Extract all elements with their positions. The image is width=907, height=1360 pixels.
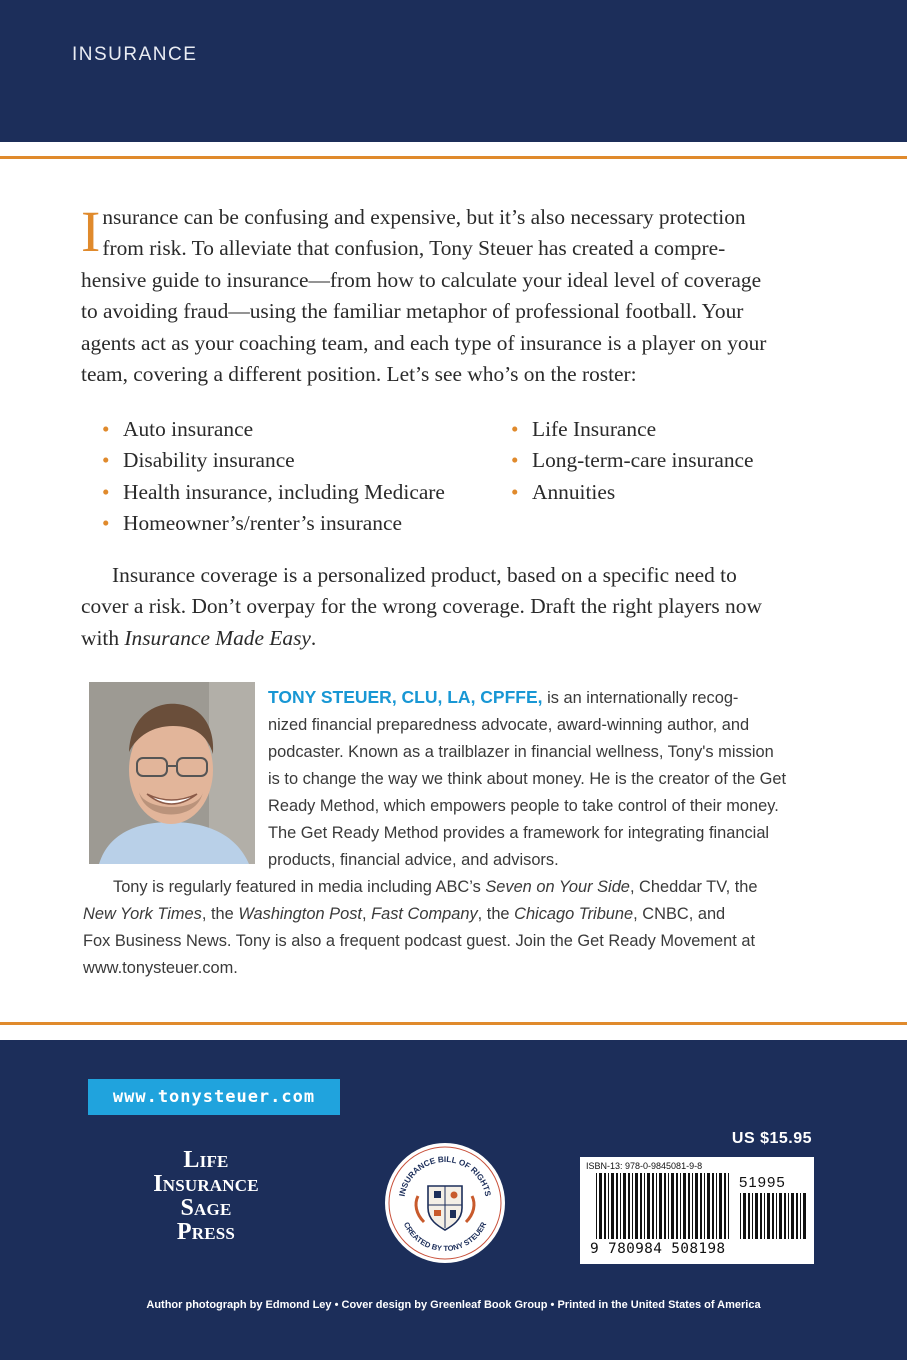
description-line: nsurance can be confusing and expensive, but it’s also necessary protection bbox=[102, 205, 746, 229]
closing-paragraph bbox=[81, 560, 813, 654]
publisher-logo bbox=[118, 1148, 294, 1244]
list-item: • Homeowner’s/renter’s insurance bbox=[94, 508, 445, 539]
publisher-word: Sage bbox=[180, 1195, 232, 1221]
media-text: Tony is regularly featured in media including ABC’s bbox=[113, 878, 486, 896]
seal-bottom-text: CREATED BY TONY STEUER bbox=[401, 1220, 489, 1254]
author-media bbox=[83, 874, 815, 982]
price-barcode-bars bbox=[740, 1193, 806, 1239]
closing-text: . bbox=[310, 625, 317, 650]
list-item: • Auto insurance bbox=[94, 414, 445, 445]
media-outlet: Chicago Tribune bbox=[514, 905, 634, 923]
publisher-word: Life bbox=[183, 1147, 229, 1173]
media-outlet: New York Times bbox=[83, 905, 202, 923]
author-website-link[interactable]: www.tonysteuer.com. bbox=[83, 959, 238, 977]
insurance-bill-of-rights-seal bbox=[384, 1142, 506, 1264]
media-outlet: Fast Company bbox=[371, 905, 478, 923]
list-item: • Health insurance, including Medicare bbox=[94, 477, 445, 508]
list-item: • Annuities bbox=[503, 477, 754, 508]
list-item: • Long-term-care insurance bbox=[503, 445, 754, 476]
media-line bbox=[83, 874, 815, 901]
list-item: • Disability insurance bbox=[94, 445, 445, 476]
closing-line: cover a risk. Don’t overpay for the wrong coverage. Draft the right players now bbox=[81, 594, 762, 619]
author-portrait-illustration bbox=[89, 682, 255, 864]
bottom-orange-rule bbox=[0, 1022, 907, 1025]
top-orange-rule bbox=[0, 156, 907, 159]
closing-line-3 bbox=[81, 623, 813, 654]
bio-line: podcaster. Known as a trailblazer in financial wellness, Tony's mission bbox=[268, 743, 774, 761]
media-outlet: Seven on Your Side bbox=[485, 878, 630, 896]
media-text: , bbox=[361, 905, 372, 923]
seal-top-text: INSURANCE BILL OF RIGHTS bbox=[397, 1154, 493, 1198]
description-line: to avoiding fraud—using the familiar metaphor of professional football. Your bbox=[81, 299, 744, 324]
description-line: from risk. To alleviate that confusion, Tony Steuer has created a compre- bbox=[102, 236, 726, 261]
bio-line: products, financial advice, and advisors. bbox=[268, 851, 559, 869]
price-label: US $15.95 bbox=[731, 1130, 812, 1147]
closing-text: with bbox=[81, 625, 125, 650]
top-band bbox=[0, 0, 907, 142]
book-title: Insurance Made Easy bbox=[124, 625, 311, 650]
bio-line: nized financial preparedness advocate, award-winning author, and bbox=[268, 716, 750, 734]
author-photo bbox=[89, 682, 255, 864]
media-outlet: Washington Post bbox=[238, 905, 362, 923]
media-text: , the bbox=[477, 905, 515, 923]
author-name: TONY STEUER, CLU, LA, CPFFE, bbox=[268, 687, 543, 707]
isbn-barcode bbox=[580, 1157, 814, 1264]
barcode-number: 9 780984 508198 bbox=[590, 1241, 726, 1257]
cover-credits: Author photograph by Edmond Ley • Cover design by Greenleaf Book Group • Printed in the United States of America bbox=[146, 1299, 761, 1311]
barcode-bars bbox=[596, 1173, 732, 1239]
roster-list-left bbox=[94, 414, 445, 540]
author-bio bbox=[268, 684, 815, 874]
description-line: team, covering a different position. Let’s see who’s on the roster: bbox=[81, 362, 637, 387]
bio-line: Ready Method, which empowers people to take control of their money. bbox=[268, 797, 779, 815]
book-description bbox=[81, 199, 813, 390]
media-text: , CNBC, and bbox=[633, 905, 726, 923]
description-line: agents act as your coaching team, and each type of insurance is a player on your bbox=[81, 330, 767, 355]
drop-cap: I bbox=[81, 199, 101, 264]
publisher-word: Press bbox=[176, 1219, 236, 1245]
media-line: Fox Business News. Tony is also a frequent podcast guest. Join the Get Ready Movement at bbox=[83, 932, 756, 950]
media-text: , Cheddar TV, the bbox=[629, 878, 758, 896]
price-code: 51995 bbox=[739, 1174, 786, 1191]
category-label: INSURANCE bbox=[72, 44, 198, 65]
list-item: • Life Insurance bbox=[503, 414, 754, 445]
closing-line: Insurance coverage is a personalized product, based on a specific need to bbox=[112, 563, 737, 587]
isbn-text: ISBN-13: 978-0-9845081-9-8 bbox=[586, 1161, 703, 1171]
bio-line: The Get Ready Method provides a framework for integrating financial bbox=[268, 824, 770, 842]
website-link[interactable]: www.tonysteuer.com bbox=[88, 1079, 340, 1115]
media-line bbox=[83, 901, 815, 928]
bio-line: is to change the way we think about money. He is the creator of the Get bbox=[268, 770, 787, 788]
description-line: hensive guide to insurance—from how to calculate your ideal level of coverage bbox=[81, 267, 762, 292]
roster-list-right bbox=[503, 414, 754, 508]
media-text: , the bbox=[201, 905, 239, 923]
bio-text: is an internationally recog- bbox=[542, 689, 739, 707]
publisher-word: Insurance bbox=[153, 1171, 259, 1197]
